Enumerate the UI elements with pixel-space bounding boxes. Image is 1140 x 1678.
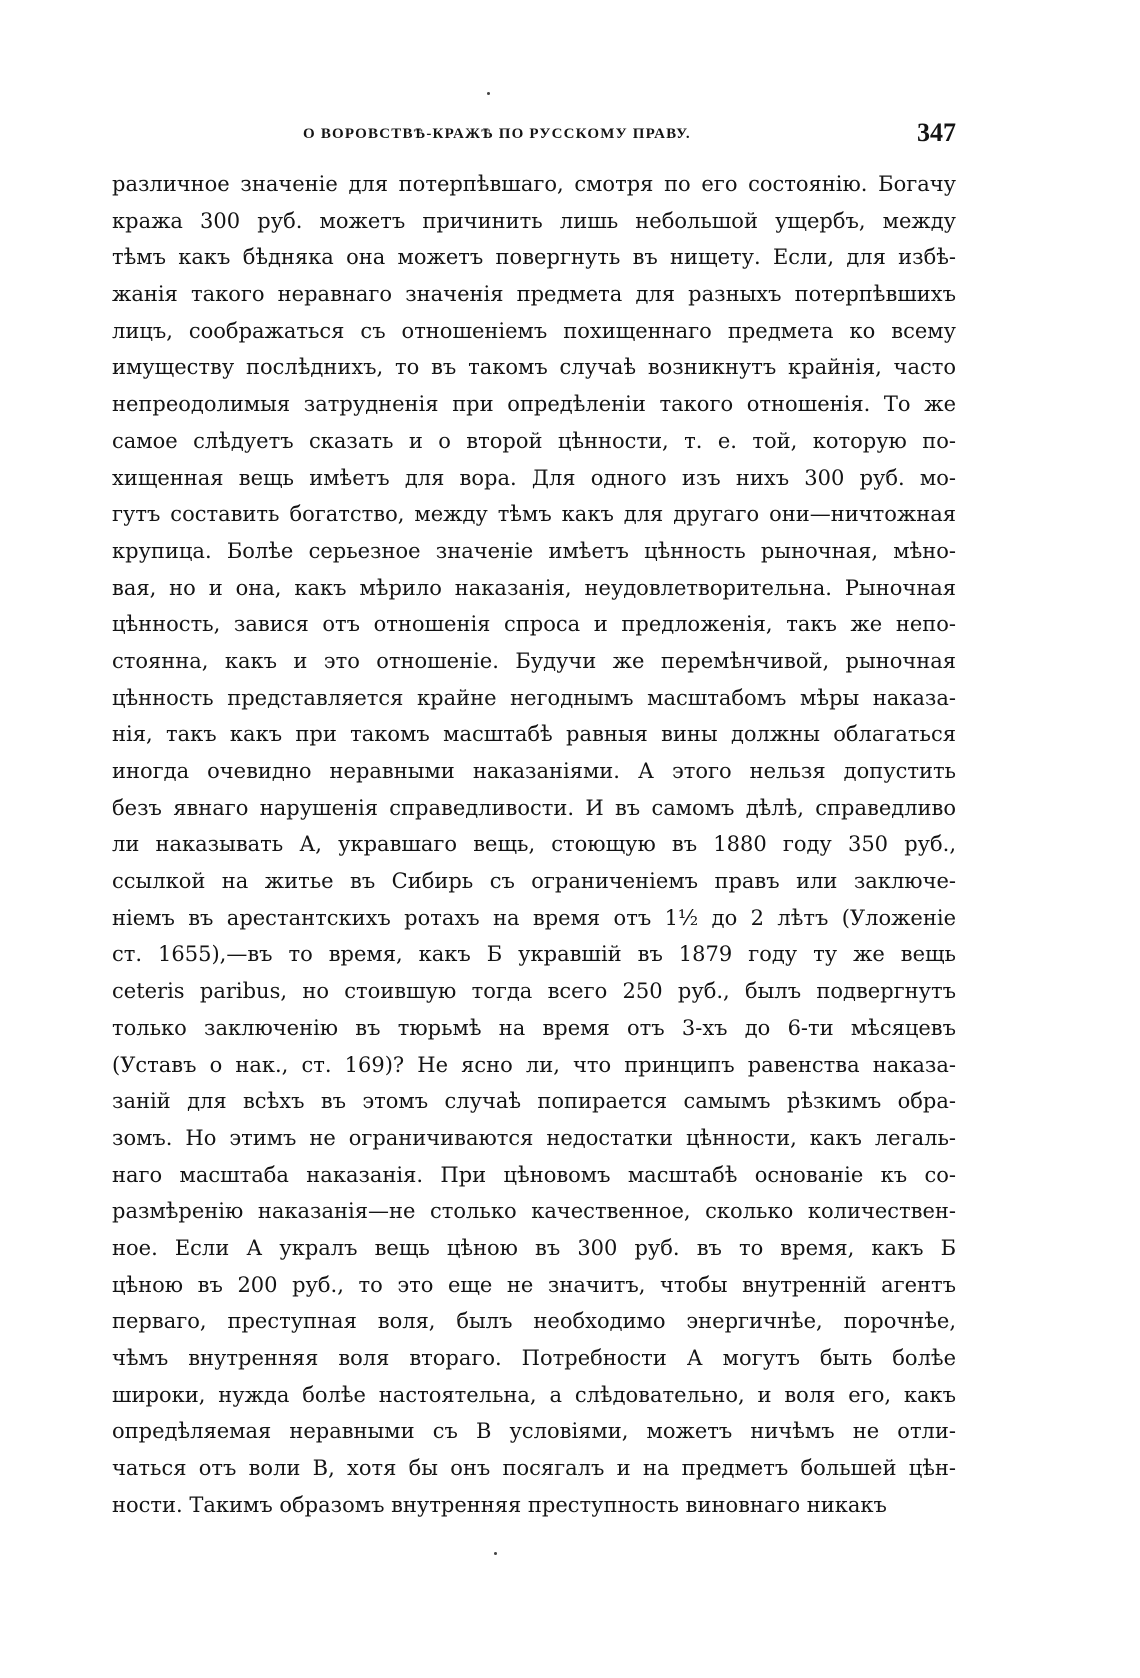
text-line: цѣнность представляется крайне негоднымъ масштабомъ мѣры наказа- (112, 685, 956, 710)
text-line: хищенная вещь имѣетъ для вора. Для одного изъ нихъ 300 руб. мо- (112, 465, 956, 490)
text-line: цѣнность, завися отъ отношенія спроса и предложенія, такъ же непо- (112, 612, 956, 637)
text-line: ссылкой на житье въ Сибирь съ ограниченіемъ правъ или заключе- (112, 869, 956, 894)
text-line: чаться отъ воли В, хотя бы онъ посягалъ и на предметъ большей цѣн- (112, 1456, 956, 1481)
text-line: только заключенію въ тюрьмѣ на время отъ 3-хъ до 6-ти мѣсяцевъ (112, 1015, 956, 1040)
text-line: безъ явнаго нарушенія справедливости. И въ самомъ дѣлѣ, справедливо (112, 795, 956, 820)
text-line: крупица. Болѣе серьезное значеніе имѣетъ цѣнность рыночная, мѣно- (112, 538, 956, 563)
body-text (112, 166, 956, 1523)
print-speck (487, 92, 490, 95)
text-line: размѣренію наказанія—не столько качественное, сколько количествен- (112, 1199, 956, 1224)
text-line: непреодолимыя затрудненія при опредѣленіи такого отношенія. То же (112, 392, 956, 417)
text-line: жанія такого неравнаго значенія предмета для разныхъ потерпѣвшихъ (112, 282, 956, 307)
text-line: различное значеніе для потерпѣвшаго, смотря по его состоянію. Богачу (112, 172, 956, 196)
text-line: чѣмъ внутренняя воля втораго. Потребности А могутъ быть болѣе (112, 1346, 956, 1370)
text-line: кража 300 руб. можетъ причинить лишь небольшой ущербъ, между (112, 208, 956, 233)
text-line: вая, но и она, какъ мѣрило наказанія, неудовлетворительна. Рыночная (112, 575, 956, 600)
text-line: заній для всѣхъ въ этомъ случаѣ попирается самымъ рѣзкимъ обра- (112, 1089, 956, 1114)
text-line: иногда очевидно неравными наказаніями. А этого нельзя допустить (112, 759, 956, 783)
text-line: ceteris paribus, но стоившую тогда всего 250 руб., былъ подвергнутъ (112, 979, 956, 1004)
text-line: цѣною въ 200 руб., то это еще не значитъ, чтобы внутренній агентъ (112, 1272, 956, 1297)
text-line: (Уставъ о нак., ст. 169)? Не ясно ли, что принципъ равенства наказа- (112, 1052, 956, 1077)
text-line: ст. 1655),—въ то время, какъ Б укравшій въ 1879 году ту же вещь (112, 942, 956, 967)
text-line: гутъ составить богатство, между тѣмъ какъ для другаго они—ничтожная (112, 502, 956, 527)
page-header (112, 118, 956, 152)
text-line: самое слѣдуетъ сказать и о второй цѣнности, т. е. той, которую по- (112, 428, 956, 453)
text-line: лицъ, соображаться съ отношеніемъ похищеннаго предмета ко всему (112, 318, 956, 343)
text-line: ніемъ въ арестантскихъ ротахъ на время отъ 1½ до 2 лѣтъ (Уложеніе (112, 905, 956, 930)
text-line: широки, нужда болѣе настоятельна, а слѣдовательно, и воля его, какъ (112, 1382, 956, 1407)
page-number: 347 (917, 118, 956, 147)
text-line: ное. Если А укралъ вещь цѣною въ 300 руб. въ то время, какъ Б (112, 1235, 956, 1260)
text-line: перваго, преступная воля, былъ необходимо энергичнѣе, порочнѣе, (112, 1309, 956, 1334)
text-line: имуществу послѣднихъ, то въ такомъ случаѣ возникнутъ крайнія, часто (112, 355, 956, 380)
print-speck (494, 1552, 497, 1555)
text-line: опредѣляемая неравными съ В условіями, можетъ ничѣмъ не отли- (112, 1419, 956, 1444)
text-line: зомъ. Но этимъ не ограничиваются недостатки цѣнности, какъ легаль- (112, 1125, 956, 1150)
running-head: О ВОРОВСТВѢ-КРАЖѢ ПО РУССКОМУ ПРАВУ. (303, 126, 691, 142)
text-line: нія, такъ какъ при такомъ масштабѣ равныя вины должны облагаться (112, 722, 956, 747)
text-line: ли наказывать А, укравшаго вещь, стоющую въ 1880 году 350 руб., (112, 832, 956, 857)
text-line: тѣмъ какъ бѣдняка она можетъ повергнуть въ нищету. Если, для избѣ- (112, 245, 956, 270)
text-line: ности. Такимъ образомъ внутренняя преступность виновнаго никакъ (112, 1492, 887, 1517)
text-line: стоянна, какъ и это отношеніе. Будучи же перемѣнчивой, рыночная (112, 648, 956, 673)
text-line: наго масштаба наказанія. При цѣновомъ масштабѣ основаніе къ со- (112, 1162, 956, 1187)
